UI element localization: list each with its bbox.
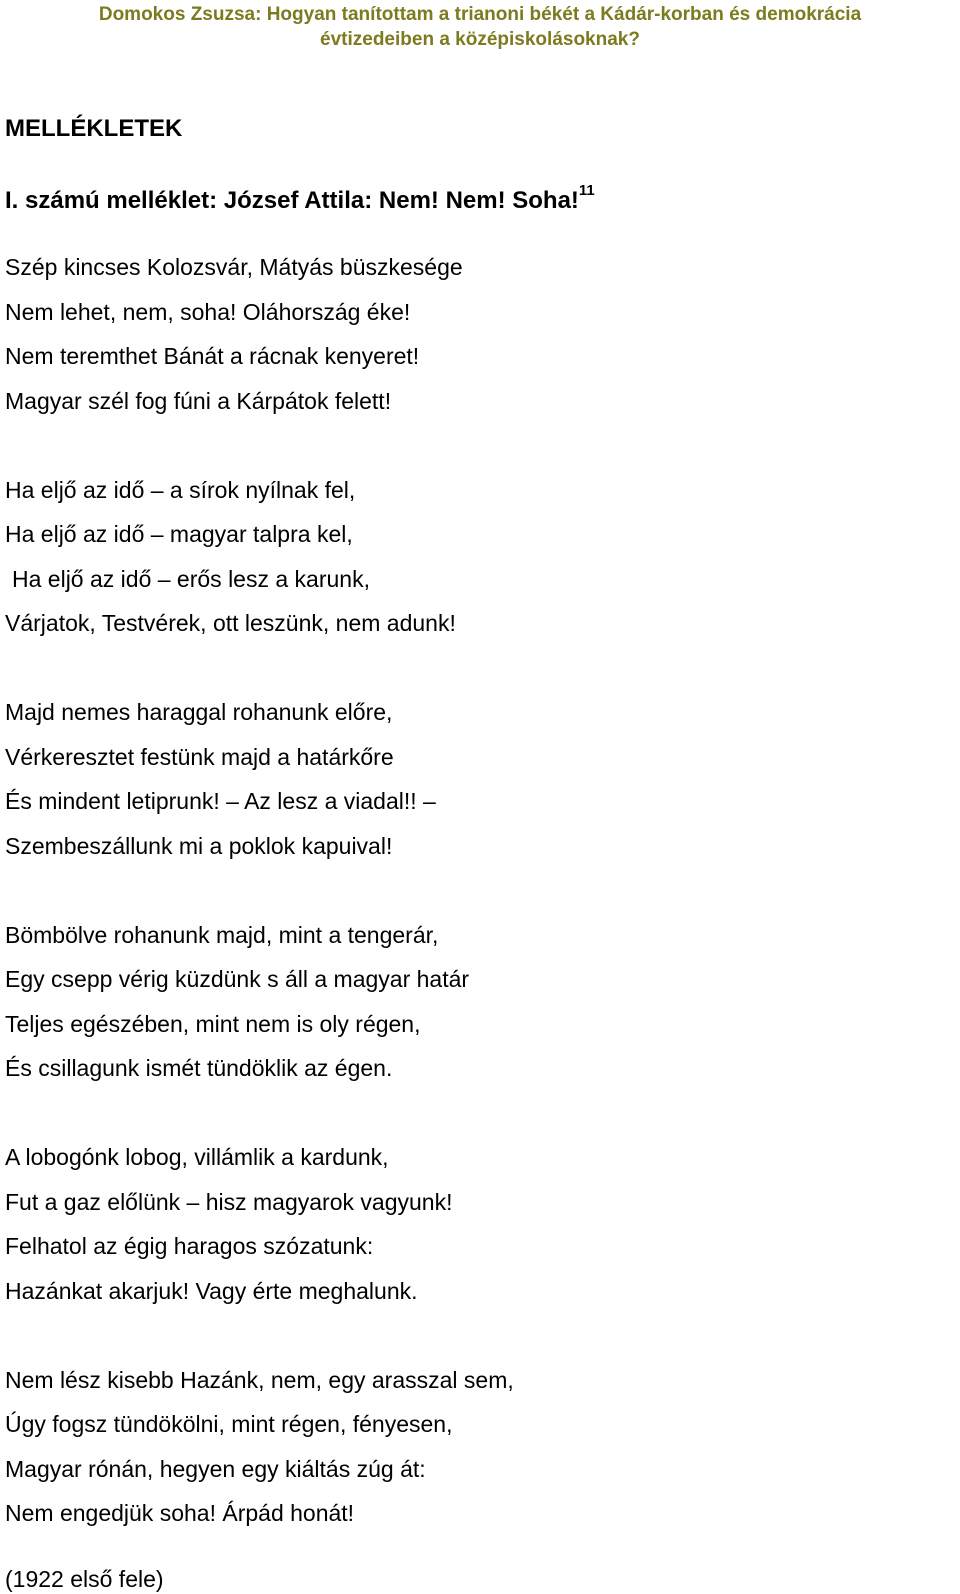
poem-line: Egy csepp vérig küzdünk s áll a magyar határ — [5, 966, 470, 992]
poem-line: Bömbölve rohanunk majd, mint a tengerár, — [5, 921, 439, 948]
poem-date: (1922 első fele) — [5, 1566, 164, 1592]
running-header-line-1: Domokos Zsuzsa: Hogyan tanítottam a trianoni békét a Kádár-korban és demokrácia — [98, 4, 862, 25]
stanza-2 — [5, 468, 945, 646]
poem-line: Ha eljő az idő – erős lesz a karunk, — [12, 565, 370, 592]
stanza-1 — [5, 245, 945, 423]
poem-line: Fut a gaz előlünk – hisz magyarok vagyunk! — [5, 1188, 453, 1215]
poem-line: Majd nemes haraggal rohanunk előre, — [5, 699, 393, 725]
stanza-3 — [5, 690, 945, 868]
annex-title — [5, 182, 595, 216]
poem-line: Szembeszállunk mi a poklok kapuival! — [5, 832, 393, 859]
poem-line: Ha eljő az idő – magyar talpra kel, — [5, 521, 353, 547]
section-title: MELLÉKLETEK — [5, 115, 183, 142]
poem-line: Nem lehet, nem, soha! Oláhország éke! — [5, 298, 411, 325]
poem-line: Teljes egészében, mint nem is oly régen, — [5, 1010, 421, 1037]
footnote-reference: 11 — [578, 182, 595, 199]
running-header — [0, 2, 960, 52]
poem-line: Várjatok, Testvérek, ott leszünk, nem adunk! — [5, 610, 456, 636]
poem-line: Szép kincses Kolozsvár, Mátyás büszkesége — [5, 254, 463, 280]
poem-line: A lobogónk lobog, villámlik a kardunk, — [5, 1144, 389, 1170]
poem-line: Felhatol az égig haragos szózatunk: — [5, 1233, 374, 1259]
annex-title-text: I. számú melléklet: József Attila: Nem! Nem! Soha! — [5, 187, 579, 214]
poem-line: Magyar szél fog fúni a Kárpátok felett! — [5, 387, 392, 414]
poem-line: Nem teremthet Bánát a rácnak kenyeret! — [5, 343, 420, 369]
poem-line: Hazánkat akarjuk! Vagy érte meghalunk. — [5, 1277, 418, 1304]
poem — [5, 245, 945, 1580]
poem-line: Úgy fogsz tündökölni, mint régen, fényesen, — [5, 1411, 453, 1437]
stanza-4 — [5, 913, 945, 1091]
poem-line: Ha eljő az idő – a sírok nyílnak fel, — [5, 476, 356, 503]
stanza-5 — [5, 1135, 945, 1313]
poem-line: Nem lész kisebb Hazánk, nem, egy arasszal sem, — [5, 1366, 514, 1393]
poem-line: Nem engedjük soha! Árpád honát! — [5, 1500, 355, 1526]
poem-line: Magyar rónán, hegyen egy kiáltás zúg át: — [5, 1455, 426, 1482]
running-header-line-2: évtizedeiben a középiskolásoknak? — [320, 29, 640, 50]
poem-line: És csillagunk ismét tündöklik az égen. — [5, 1055, 393, 1081]
poem-line: Vérkeresztet festünk majd a határkőre — [5, 743, 394, 770]
poem-line: És mindent letiprunk! – Az lesz a viadal!! – — [5, 788, 436, 814]
stanza-6 — [5, 1358, 945, 1536]
